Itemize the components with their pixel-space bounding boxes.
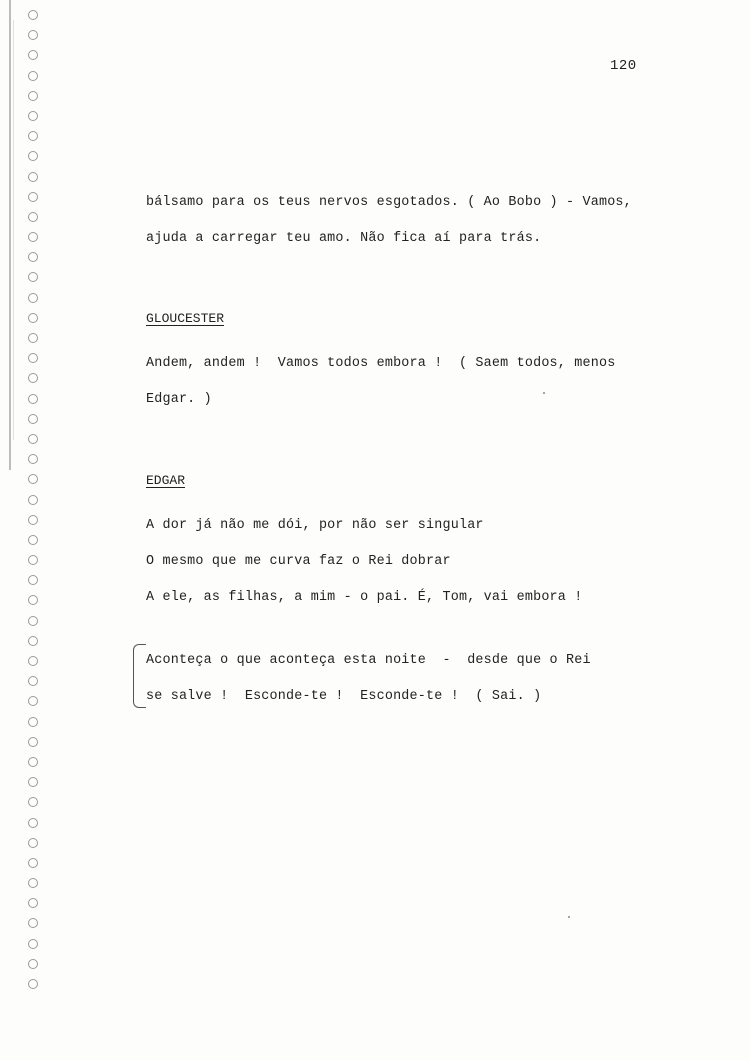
binder-hole xyxy=(28,535,38,545)
binder-hole xyxy=(28,293,38,303)
binder-hole xyxy=(28,737,38,747)
binder-hole xyxy=(28,30,38,40)
text-line: bálsamo para os teus nervos esgotados. ( Ao Bobo ) - Vamos, xyxy=(146,195,632,210)
binder-hole xyxy=(28,474,38,484)
binder-hole xyxy=(28,595,38,605)
binder-hole xyxy=(28,797,38,807)
page-number: 120 xyxy=(610,58,637,74)
binder-hole xyxy=(28,10,38,20)
binder-holes xyxy=(28,10,42,999)
binder-hole xyxy=(28,555,38,565)
binder-hole xyxy=(28,252,38,262)
binder-hole xyxy=(28,434,38,444)
speaker-gloucester: GLOUCESTER xyxy=(146,311,225,326)
text-line: O mesmo que me curva faz o Rei dobrar xyxy=(146,554,451,569)
binder-hole xyxy=(28,777,38,787)
binder-hole xyxy=(28,272,38,282)
speaker-edgar: EDGAR xyxy=(146,473,186,488)
binder-hole xyxy=(28,575,38,585)
binder-hole xyxy=(28,918,38,928)
text-line: Andem, andem ! Vamos todos embora ! ( Saem todos, menos xyxy=(146,356,616,371)
binder-hole xyxy=(28,495,38,505)
binder-hole xyxy=(28,192,38,202)
binder-hole xyxy=(28,858,38,868)
binder-hole xyxy=(28,313,38,323)
binder-hole xyxy=(28,50,38,60)
binder-hole xyxy=(28,656,38,666)
binding-edge xyxy=(9,0,11,470)
binder-hole xyxy=(28,616,38,626)
binder-hole xyxy=(28,91,38,101)
binder-hole xyxy=(28,232,38,242)
binder-hole xyxy=(28,959,38,969)
text-line: se salve ! Esconde-te ! Esconde-te ! ( Sai. ) xyxy=(146,689,542,704)
binder-hole xyxy=(28,71,38,81)
binder-hole xyxy=(28,878,38,888)
binder-hole xyxy=(28,676,38,686)
binder-hole xyxy=(28,373,38,383)
binder-hole xyxy=(28,696,38,706)
binder-hole xyxy=(28,515,38,525)
binder-hole xyxy=(28,394,38,404)
binder-hole xyxy=(28,454,38,464)
binder-hole xyxy=(28,898,38,908)
text-line: Edgar. ) xyxy=(146,392,212,407)
binder-hole xyxy=(28,818,38,828)
binding-edge-shadow xyxy=(13,20,14,440)
binder-hole xyxy=(28,353,38,363)
binder-hole xyxy=(28,979,38,989)
binder-hole xyxy=(28,636,38,646)
text-line: Aconteça o que aconteça esta noite - desde que o Rei xyxy=(146,653,591,668)
binder-hole xyxy=(28,212,38,222)
paper-speck xyxy=(568,916,570,918)
binder-hole xyxy=(28,757,38,767)
binder-hole xyxy=(28,111,38,121)
binder-hole xyxy=(28,717,38,727)
binder-hole xyxy=(28,838,38,848)
binder-hole xyxy=(28,151,38,161)
binder-hole xyxy=(28,131,38,141)
text-line: A ele, as filhas, a mim - o pai. É, Tom, vai embora ! xyxy=(146,590,583,605)
margin-bracket xyxy=(133,644,146,708)
text-line: ajuda a carregar teu amo. Não fica aí para trás. xyxy=(146,231,542,246)
binder-hole xyxy=(28,939,38,949)
binder-hole xyxy=(28,172,38,182)
paper-speck xyxy=(543,392,545,394)
binder-hole xyxy=(28,414,38,424)
binder-hole xyxy=(28,333,38,343)
text-line: A dor já não me dói, por não ser singular xyxy=(146,518,484,533)
